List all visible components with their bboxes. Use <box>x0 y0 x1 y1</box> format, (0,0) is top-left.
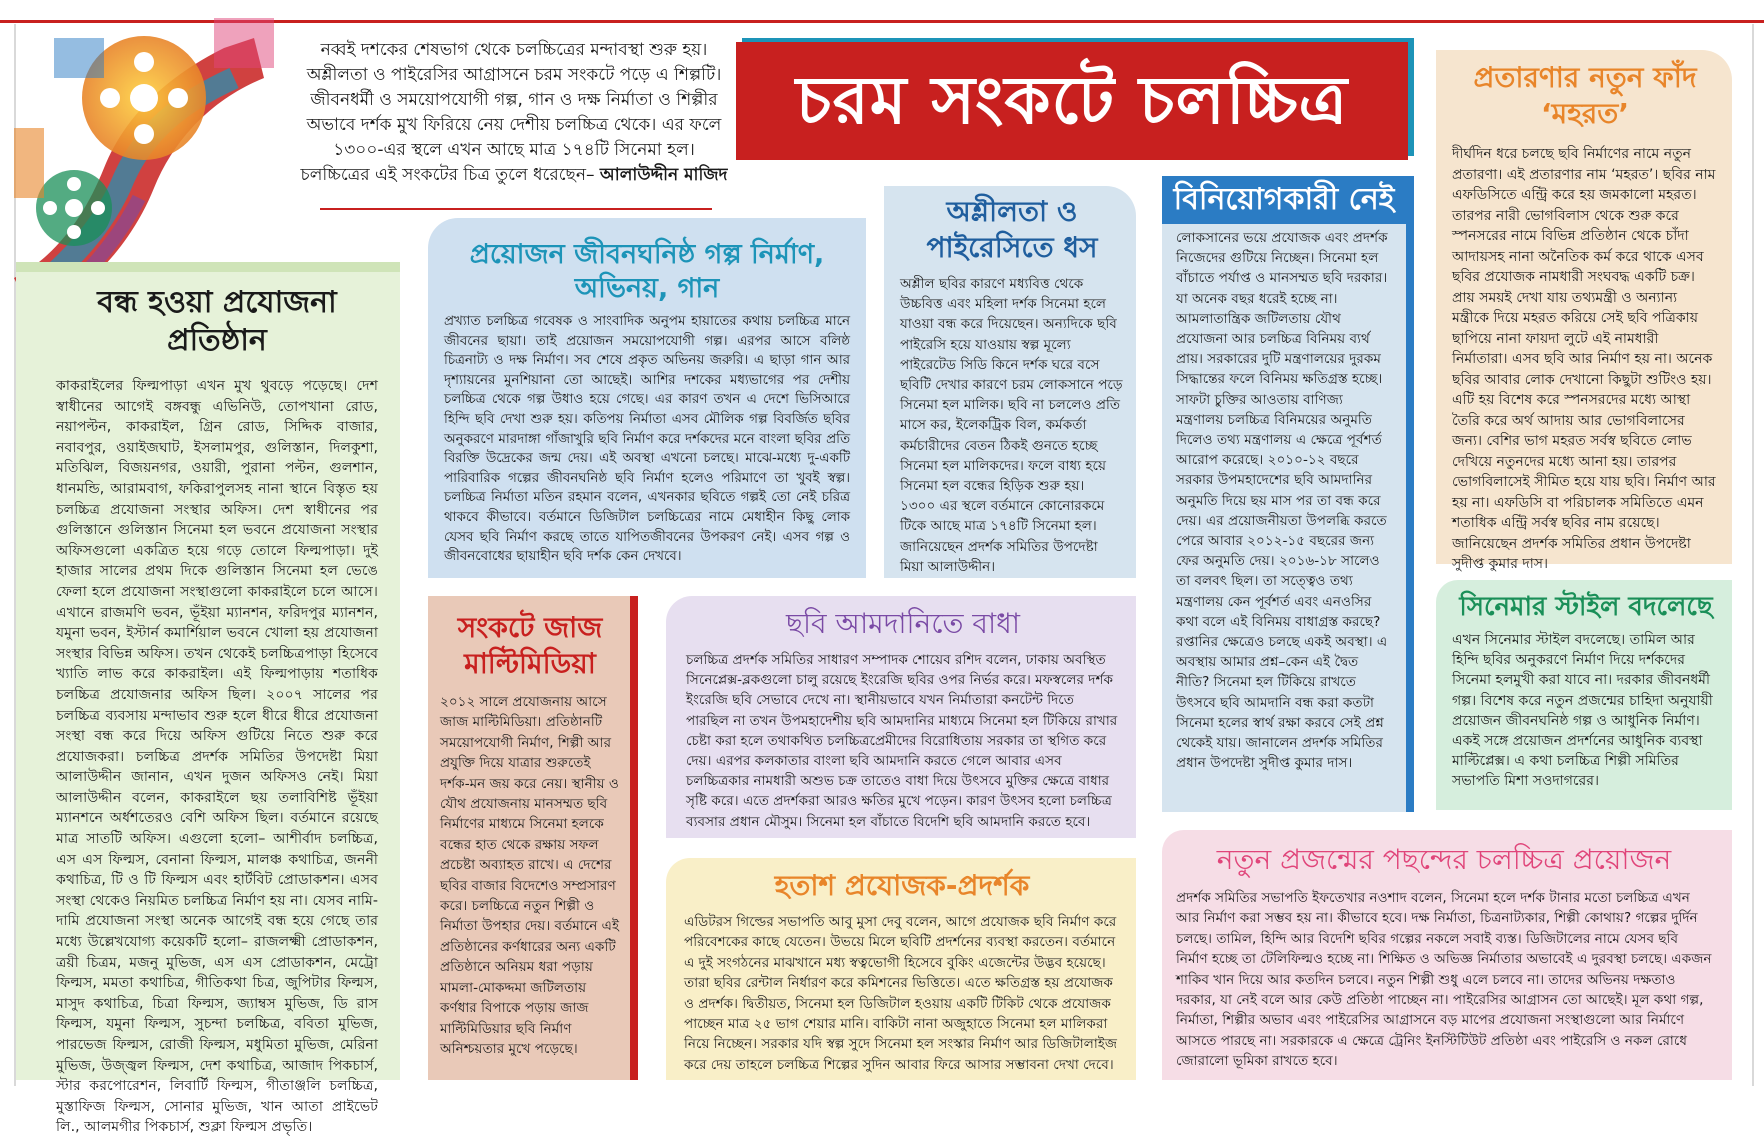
article-heading: ছবি আমদানিতে বাধা <box>786 607 1020 640</box>
article-body: অশ্লীল ছবির কারণে মধ্যবিত্ত থেকে উচ্চবিত্ত এবং মহিলা দর্শক সিনেমা হলে যাওয়া বন্ধ করে দিয়েছেন। অন্যদিকে ছবি পাইরেসি হয়ে যাওয়ায় স্বল্প মূল্যে পাইরেটেড সিডি কিনে দর্শক ঘরে বসে ছবিটি দেখার কারণে চরম লোকসানে পড়ে সিনেমা হল মালিক। ছবি না চললেও প্রতি মাসে কর, ইলেকট্রিক বিল, কর্মকর্তা কর্মচারীদের বেতন ঠিকই গুনতে হচ্ছে সিনেমা হল মালিকদের। ফলে বাধ্য হয়ে সিনেমা হল বন্ধের হিড়িক শুরু হয়। ১৩০০ এর স্থলে বর্তমানে কোনোরকমে টিকে আছে মাত্র ১৭৪টি সিনেমা হল। জানিয়েছেন প্রদর্শক সমিতির উপদেষ্টা মিয়া আলাউদ্দীন। <box>900 276 1123 575</box>
article-desperate-producers <box>666 858 1136 1080</box>
article-new-generation <box>1162 830 1732 1080</box>
article-body: চলচ্চিত্র প্রদর্শক সমিতির সাধারণ সম্পাদক শোয়েব রশিদ বলেন, ঢাকায় অবস্থিত সিনেপ্লেক্স-ব্লকগুলো চালু রয়েছে ইংরেজি ছবির ওপর নির্ভর করে। মফস্বলের দর্শক ইংরেজি ছবি সেভাবে দেখে না। স্থানীয়ভাবে যখন নির্মাতারা কনটেন্ট দিতে পারছিল না তখন উপমহাদেশীয় ছবি আমদানির মাধ্যমে সিনেমা হল টিকিয়ে রাখার চেষ্টা করা হলে তথাকথিত চলচ্চিত্রপ্রেমীদের বিরোধিতায় সরকার তা স্থগিত করে দেয়। এরপর কলকাতার বাংলা ছবি আমদানি করতে গেলে আবার এসব চলচ্চিত্রকার নামধারী অশুভ চক্র তাতেও বাধা দিয়ে উৎসবে মুক্তির ক্ষেত্রে বাধার সৃষ্টি করে। এতে প্রদর্শকরা আরও ক্ষতির মুখে পড়েন। কারণ উৎসব হলো চলচ্চিত্র ব্যবসার প্রধান মৌসুম। সিনেমা হল বাঁচাতে বিদেশি ছবি আমদানি করতে হবে। <box>686 652 1118 830</box>
article-body: প্রখ্যাত চলচ্চিত্র গবেষক ও সাংবাদিক অনুপম হায়াতের কথায় চলচ্চিত্র মানে জীবনের ছায়া। তাই প্রয়োজন সময়োপযোগী গল্প। এরপর আসে বলিষ্ঠ চিত্রনাট্য ও দক্ষ নির্মাণ। সব শেষে প্রকৃত অভিনয় জরুরি। এ ছাড়া গান আর দৃশ্যায়নের মুনশিয়ানা তো আছেই। আশির দশকের মধ্যভাগের পর দেশীয় চলচ্চিত্র থেকে গল্প উধাও হয়ে গেছে। এর কারণ তখন এ দেশে ভিসিআরে হিন্দি ছবি দেখা শুরু হয়। কতিপয় নির্মাতা এসব মৌলিক গল্প বিবর্জিত ছবির অনুকরণে মারদাঙ্গা গাঁজাখুরি ছবি নির্মাণ করে দর্শকদের মনে বাংলা ছবির প্রতি বিরক্তি উদ্রেকের জন্ম দেয়। এই অবস্থা এখনো চলছে। মাঝে-মধ্যে দু-একটি পারিবারিক গল্পের জীবনঘনিষ্ঠ ছবি নির্মাণ হলেও পরিমাণে তা খুবই স্বল্প। চলচ্চিত্র নির্মাতা মতিন রহমান বলেন, এখনকার ছবিতে গল্পই তো নেই চরিত্র থাকবে কীভাবে। বর্তমানে ডিজিটাল চলচ্চিত্রের নামে মেধাহীন কিছু লোক যেসব ছবি নির্মাণ করছে তাতে যাপিতজীবনের উপকরণ নেই। এসব গল্প ও জীবনবোধের ছায়াহীন ছবি দর্শক কেন দেখবে। <box>444 314 850 565</box>
intro-paragraph <box>300 38 728 188</box>
article-heading: সংকটে জাজ মাল্টিমিডিয়া <box>457 611 603 680</box>
article-closed-production-houses <box>16 262 400 1136</box>
article-body: এডিটরস গিল্ডের সভাপতি আবু মুসা দেবু বলেন, আগে প্রযোজক ছবি নির্মাণ করে পরিবেশকের কাছে যেতেন। উভয়ে মিলে ছবিটি প্রদর্শনের ব্যবস্থা করতেন। বর্তমানে এ দুই সংগঠনের মাঝখানে মধ্য স্বত্বভোগী হিসেবে বুকিং এজেন্টের উদ্ভব হয়েছে। তারা ছবির রেন্টাল নির্ধারণ করে কমিশনের ভিত্তিতে। এতে ক্ষতিগ্রস্ত হয় প্রযোজক ও প্রদর্শক। দ্বিতীয়ত, সিনেমা হল ডিজিটাল হওয়ায় একটি টিকিট থেকে প্রযোজক পাচ্ছেন মাত্র ২৫ ভাগ শেয়ার মানি। বাকিটা নানা অজুহাতে সিনেমা হল মালিকরা নিয়ে নিচ্ছেন। সরকার যদি স্বল্প সুদে সিনেমা হল সংস্কার নির্মাণ আর ডিজিটালাইজ করে দেয় তাহলে চলচ্চিত্র শিল্পের সুদিন আবার ফিরে আসার সম্ভাবনা দেখা দেবে। <box>684 914 1118 1073</box>
article-body: দীর্ঘদিন ধরে চলছে ছবি নির্মাণের নামে নতুন প্রতারণা। এই প্রতারণার নাম ‘মহরত’। ছবির নাম এফডিসিতে এন্ট্রি করে হয় জমকালো মহরত। তারপর নারী ভোগবিলাস থেকে শুরু করে স্পনসরের নামে বিভিন্ন প্রতিষ্ঠান থেকে চাঁদা আদায়সহ নানা অনৈতিক কর্ম করে থাকে এসব ছবির প্রযোজক নামধারী সংঘবদ্ধ একটি চক্র। প্রায় সময়ই দেখা যায় তথ্যমন্ত্রী ও অন্যান্য মন্ত্রীকে দিয়ে মহরত করিয়ে সেই ছবি পত্রিকায় ছাপিয়ে নানা ফায়দা লুটে এই নামধারী নির্মাতারা। এসব ছবি আর নির্মাণ হয় না। অনেক ছবির আবার লোক দেখানো কিছুটা শুটিংও হয়। এটি হয় বিশেষ করে স্পনসরদের মধ্যে আস্থা তৈরি করে অর্থ আদায় আর ভোগবিলাসের জন্য। বেশির ভাগ মহরত সর্বস্ব ছবিতে লোভ দেখিয়ে নতুনদের মধ্যে আনা হয়। তারপর ভোগবিলাসেই সীমিত হয়ে যায় ছবি। নির্মাণ আর হয় না। এফডিসি বা পরিচালক সমিতিতে এমন শতাধিক এন্ট্রি সর্বস্ব ছবির নাম রয়েছে। জানিয়েছেন প্রদর্শক সমিতির প্রধান উপদেষ্টা সুদীপ্ত কুমার দাস। <box>1452 146 1716 572</box>
intro-text: নব্বই দশকের শেষভাগ থেকে চলচ্চিত্রের মন্দাবস্থা শুরু হয়। অশ্লীলতা ও পাইরেসির আগ্রাসনে চরম সংকটে পড়ে এ শিল্পটি। জীবনধর্মী ও সময়োপযোগী গল্প, গান ও দক্ষ নির্মাতা ও শিল্পীর অভাবে দর্শক মুখ ফিরিয়ে নেয় দেশীয় চলচ্চিত্র থেকে। এর ফলে ১৩০০-এর স্থলে এখন আছে মাত্র ১৭৪টি সিনেমা হল। চলচ্চিত্রের এই সংকটের চিত্র তুলে ধরেছেন– <box>300 40 722 185</box>
article-heading: বিনিয়োগকারী নেই <box>1173 182 1395 217</box>
article-jaz-multimedia <box>428 596 638 1080</box>
article-body: এখন সিনেমার স্টাইল বদলেছে। তামিল আর হিন্দি ছবির অনুকরণে নির্মাণ দিয়ে দর্শকদের সিনেমা হলমুখী করা যাবে না। দরকার জীবনধর্মী গল্প। বিশেষ করে নতুন প্রজন্মের চাহিদা অনুযায়ী প্রয়োজন জীবনঘনিষ্ঠ গল্প ও আধুনিক নির্মাণ। একই সঙ্গে প্রয়োজন প্রদর্শনের আধুনিক ব্যবস্থা মাল্টিপ্লেক্স। এ কথা চলচ্চিত্র শিল্পী সমিতির সভাপতি মিশা সওদাগরের। <box>1452 632 1713 790</box>
article-obscenity-piracy <box>884 186 1136 578</box>
article-life-oriented-story <box>428 218 866 578</box>
article-heading: নতুন প্রজন্মের পছন্দের চলচ্চিত্র প্রয়োজন <box>1216 843 1672 876</box>
byline: আলাউদ্দীন মাজিদ <box>599 165 728 185</box>
article-body: প্রদর্শক সমিতির সভাপতি ইফতেখার নওশাদ বলেন, সিনেমা হলে দর্শক টানার মতো চলচ্চিত্র এখন আর নির্মাণ করা সম্ভব হয় না। কীভাবে হবে। দক্ষ নির্মাতা, চিত্রনাট্যকার, শিল্পী কোথায়? গল্পের দুর্দিন চলছে। তামিল, হিন্দি আর বিদেশি ছবির গল্পের নকলে সবাই ব্যস্ত। ডিজিটালের নামে যেসব ছবি নির্মাণ হচ্ছে তা টেলিফিল্মও হচ্ছে না। শিক্ষিত ও অভিজ্ঞ নির্মাতার অভাবেই এ দুরবস্থা চলছে। একজন শাকিব খান দিয়ে আর কতদিন চলবে। নতুন শিল্পী শুধু এলে চলবে না। তাদের অভিনয় দক্ষতাও দরকার, যা নেই বলে আর কেউ প্রতিষ্ঠা পাচ্ছেন না। পাইরেসির আগ্রাসন তো আছেই। মূল কথা গল্প, নির্মাতা, শিল্পীর অভাব এবং পাইরেসির আগ্রাসনে বড় মাপের প্রযোজনা সংস্থাগুলো আর নির্মাণে আসতে পারছে না। সরকারকে এ ক্ষেত্রে ট্রেনিং ইনস্টিটিউট প্রতিষ্ঠা এবং পাইরেসি ও নকল রোধে জোরালো ভূমিকা রাখতে হবে। <box>1176 890 1712 1070</box>
article-heading: হতাশ প্রযোজক-প্রদর্শক <box>774 869 1030 902</box>
article-import-barrier <box>666 596 1136 838</box>
article-body: ২০১২ সালে প্রযোজনায় আসে জাজ মাল্টিমিডিয়া। প্রতিষ্ঠানটি সময়োপযোগী নির্মাণ, শিল্পী আর প্রযুক্তি দিয়ে যাত্রার শুরুতেই দর্শক-মন জয় করে নেয়। স্থানীয় ও যৌথ প্রযোজনায় মানসম্মত ছবি নির্মাণের মাধ্যমে সিনেমা হলকে বন্ধের হাত থেকে রক্ষায় সফল প্রচেষ্টা অব্যাহত রাখে। এ দেশের ছবির বাজার বিদেশেও সম্প্রসারণ করে। চলচ্চিত্রে নতুন শিল্পী ও নির্মাতা উপহার দেয়। বর্তমানে এই প্রতিষ্ঠানের কর্ণধারের অন্য একটি প্রতিষ্ঠানে অনিয়ম ধরা পড়ায় মামলা-মোকদ্দমা জটিলতায় কর্ণধার বিপাকে পড়ায় জাজ মাল্টিমিডিয়ার ছবি নির্মাণ অনিশ্চয়তার মুখে পড়েছে। <box>440 694 620 1057</box>
article-fraud-mahurat <box>1436 50 1732 572</box>
heading-bar <box>1162 176 1406 224</box>
article-heading: বন্ধ হওয়া প্রযোজনা প্রতিষ্ঠান <box>97 285 337 358</box>
article-heading: সিনেমার স্টাইল বদলেছে <box>1459 592 1713 622</box>
headline-banner <box>736 42 1408 160</box>
page-title: চরম সংকটে চলচ্চিত্র <box>795 62 1349 139</box>
article-no-investors <box>1162 176 1414 812</box>
intro-divider <box>320 208 712 210</box>
article-cinema-style-changed <box>1436 580 1732 810</box>
article-heading: প্রতারণার নতুন ফাঁদ ‘মহরত’ <box>1473 61 1697 130</box>
article-heading: প্রয়োজন জীবনঘনিষ্ঠ গল্প নির্মাণ, অভিনয়, গান <box>469 239 825 304</box>
article-body: কাকরাইলের ফিল্মপাড়া এখন মুখ থুবড়ে পড়েছে। দেশ স্বাধীনের আগেই বঙ্গবন্ধু এভিনিউ, তোপখানা রোড, নয়াপল্টন, কাকরাইল, গ্রিন রোড, সিদ্দিক বাজার, নবাবপুর, ওয়াইজঘাট, ইসলামপুর, গুলিস্তান, দিলকুশা, মতিঝিল, বিজয়নগর, ওয়ারী, পুরানা পল্টন, গুলশান, ধানমন্ডি, আরামবাগ, ফকিরাপুলসহ নানা স্থানে বিস্তৃত হয় চলচ্চিত্র প্রযোজনা সংস্থার অফিস। দেশ স্বাধীনের পর গুলিস্তানে গুলিস্তান সিনেমা হল ভবনে প্রযোজনা সংস্থার অফিসগুলো একত্রিত হয়ে গড়ে তোলে ফিল্মপাড়া। দুই হাজার সালের প্রথম দিকে গুলিস্তান সিনেমা হল ভেঙে ফেলা হলে প্রযোজনা সংস্থাগুলো কাকরাইলে চলে আসে। এখানে রাজমণি ভবন, ভূঁইয়া ম্যানশন, ফরিদপুর ম্যানশন, যমুনা ভবন, ইস্টার্ন কমার্শিয়াল ভবনে খোলা হয় প্রযোজনা সংস্থার বিভিন্ন অফিস। তখন থেকেই চলচ্চিত্রপাড়া হিসেবে খ্যাতি লাভ করে কাকরাইল। এই ফিল্মপাড়ায় শতাধিক চলচ্চিত্র প্রযোজনার অফিস ছিল। ২০০৭ সালের পর চলচ্চিত্র ব্যবসায় মন্দাভাব শুরু হলে ধীরে ধীরে প্রযোজনা সংস্থা বন্ধ করে দিয়ে অফিস গুটিয়ে নিতে শুরু করে প্রযোজকরা। চলচ্চিত্র প্রদর্শক সমিতির উপদেষ্টা মিয়া আলাউদ্দীন জানান, এখন দুজন অফিসও নেই। মিয়া আলাউদ্দীন বলেন, কাকরাইলে ছয় তলাবিশিষ্ট ভূঁইয়া ম্যানশনে অর্ধশতেরও বেশি অফিস ছিল। বর্তমানে রয়েছে মাত্র সাতটি অফিস। এগুলো হলো– আশীর্বাদ চলচ্চিত্র, এস এস ফিল্মস, বেনানা ফিল্মস, মালঞ্চ কথাচিত্র, জননী কথাচিত্র, টি ও টি ফিল্মস এবং হার্টবিট প্রোডাকশন। এসব সংস্থা থেকেও নিয়মিত চলচ্চিত্র নির্মাণ হয় না। যেসব নামি-দামি প্রযোজনা সংস্থা অনেক আগেই বন্ধ হয়ে গেছে তার মধ্যে উল্লেখযোগ্য কয়েকটি হলো– রাজলক্ষ্মী প্রোডাকশন, ত্রয়ী চিত্রম, মজনু মুভিজ, এস এস প্রোডাকশন, মেট্রো ফিল্মস, মমতা কথাচিত্র, গীতিকথা চিত্র, জুপিটার ফিল্মস, মাসুদ কথাচিত্র, চিত্রা ফিল্মস, জ্যাম্বস মুভিজ, ডি রাস ফিল্মস, যমুনা ফিল্মস, সুচন্দা চলচ্চিত্র, ববিতা মুভিজ, পারভেজ ফিল্মস, রোজী ফিল্মস, মধুমিতা মুভিজ, মেরিনা মুভিজ, উজ্জ্বল ফিল্মস, দেশ কথাচিত্র, আজাদ পিকচার্স, স্টার করপোরেশন, লিবার্টি ফিল্মস, গীতাঞ্জলি চলচ্চিত্র, মুস্তাফিজ ফিল্মস, সোনার মুভিজ, খান আতা প্রাইভেট লি., আলমগীর পিকচার্স, শুক্লা ফিল্মস প্রভৃতি। <box>56 378 378 1136</box>
article-heading: অশ্লীলতা ও পাইরেসিতে ধস <box>926 195 1098 264</box>
article-body: লোকসানের ভয়ে প্রযোজক এবং প্রদর্শক নিজেদের গুটিয়ে নিচ্ছেন। সিনেমা হল বাঁচাতে পর্যাপ্ত ও মানসম্মত ছবি দরকার। যা অনেক বছর ধরেই হচ্ছে না। আমলাতান্ত্রিক জটিলতায় যৌথ প্রযোজনা আর চলচ্চিত্র বিনিময় ব্যর্থ প্রায়। সরকারের দুটি মন্ত্রণালয়ের দুরকম সিদ্ধান্তের ফলে বিনিময় ক্ষতিগ্রস্ত হচ্ছে। সাফটা চুক্তির আওতায় বাণিজ্য মন্ত্রণালয় চলচ্চিত্র বিনিময়ের অনুমতি দিলেও তথ্য মন্ত্রণালয় এ ক্ষেত্রে পূর্বশর্ত আরোপ করেছে। ২০১০-১২ বছরে সরকার উপমহাদেশের ছবি আমদানির অনুমতি দিয়ে ছয় মাস পর তা বন্ধ করে দেয়। এর প্রয়োজনীয়তা উপলব্ধি করতে পেরে আবার ২০১২-১৫ বছরের জন্য ফের অনুমতি দেয়। ২০১৬-১৮ সালেও তা বলবৎ ছিল। তা সত্ত্বেও তথ্য মন্ত্রণালয় কেন পূর্বশর্ত এবং এনওসির কথা বলে এই বিনিময় বাধাগ্রস্ত করছে? রপ্তানির ক্ষেত্রেও চলছে একই অবস্থা। এ অবস্থায় আমার প্রশ্ন–কেন এই দ্বৈত নীতি? সিনেমা হল টিকিয়ে রাখতে উৎসবে ছবি আমদানি বন্ধ করা কতটা সিনেমা হলের স্বার্থ রক্ষা করবে সেই প্রশ্ন থেকেই যায়। জানালেন প্রদর্শক সমিতির প্রধান উপদেষ্টা সুদীপ্ত কুমার দাস। <box>1176 230 1388 772</box>
